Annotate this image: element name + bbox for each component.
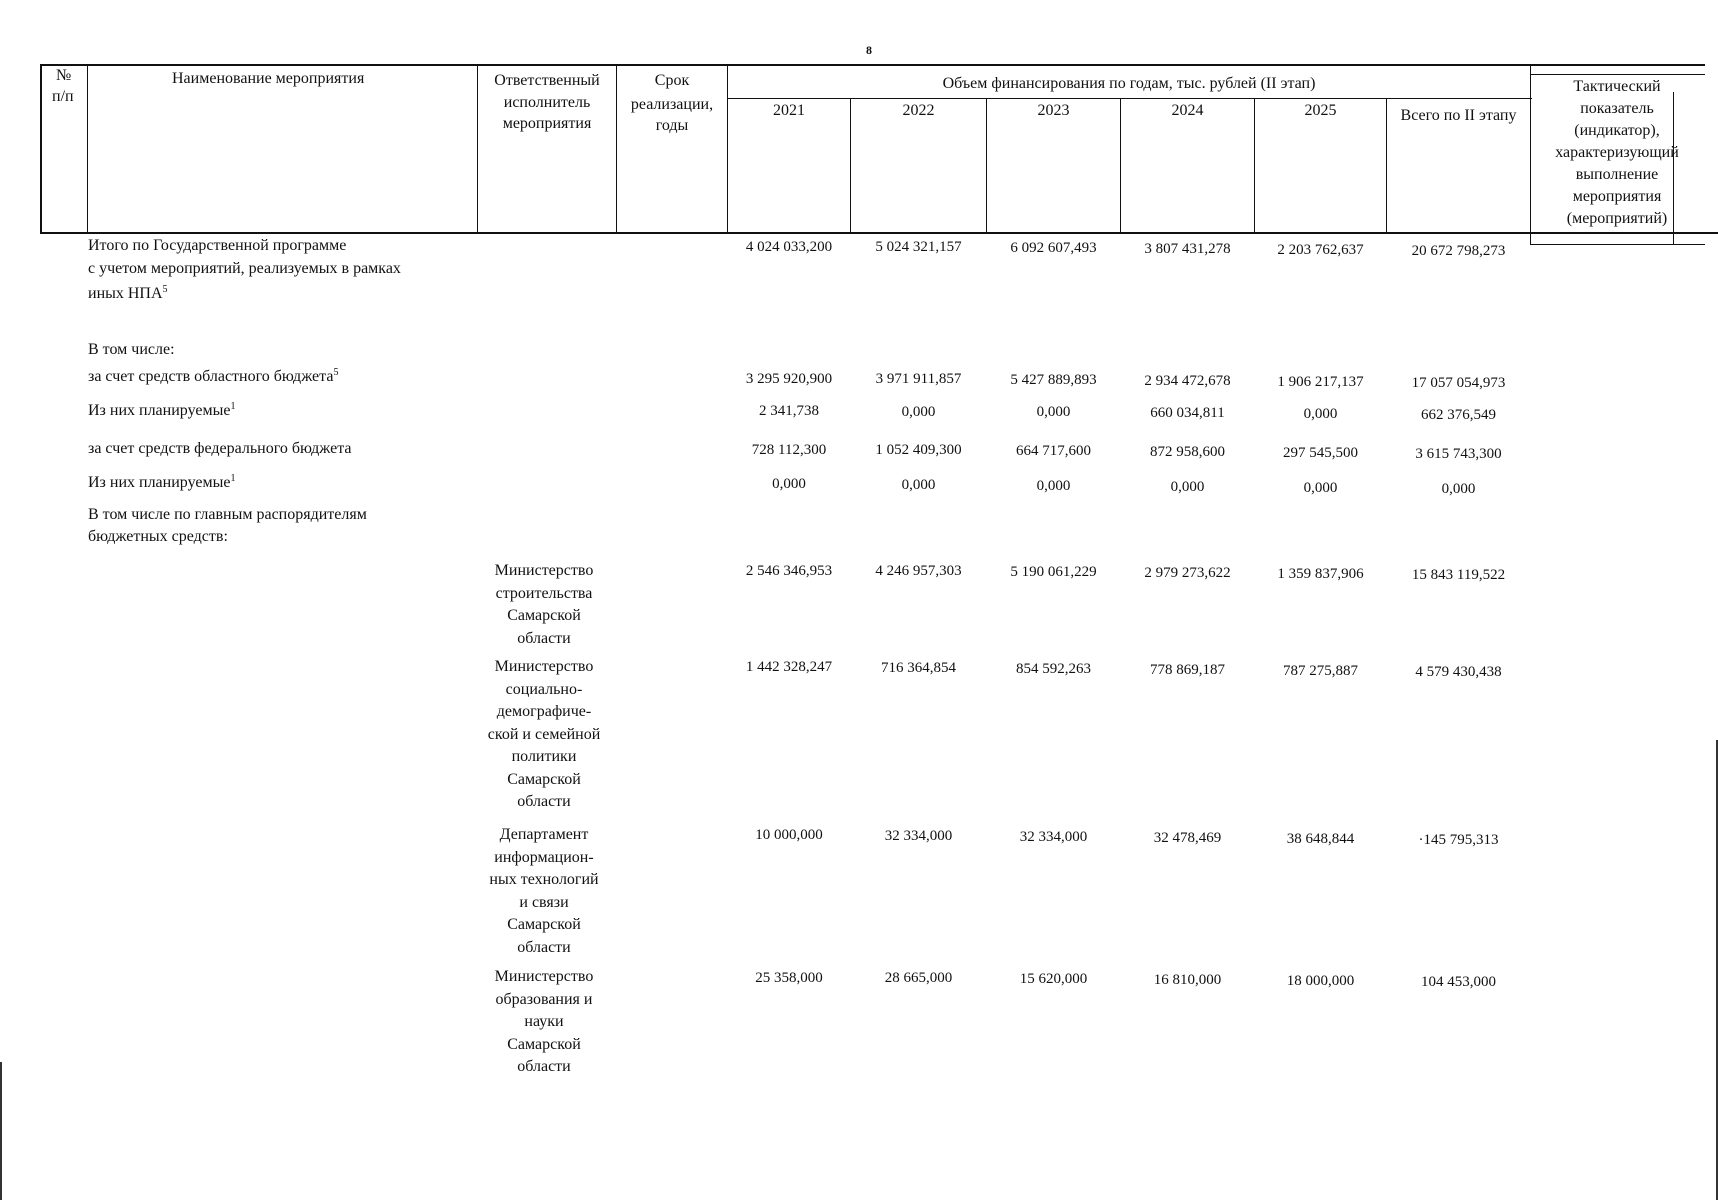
ministry-education-name: Министерство образования и науки Самарской области bbox=[494, 968, 594, 1075]
col-line-0 bbox=[40, 64, 42, 234]
ministry-education-2023: 15 620,000 bbox=[1019, 971, 1088, 987]
row-planned-federal-2023: 0,000 bbox=[1036, 478, 1071, 494]
header-year-2022: 2022 bbox=[902, 102, 935, 119]
row-federal-label: за счет средств федерального бюджета bbox=[88, 440, 352, 457]
header-term-2: реализации, bbox=[630, 96, 714, 113]
years-row-border bbox=[727, 98, 1532, 99]
indicator-top-border bbox=[1530, 74, 1705, 75]
footnote-mark: 5 bbox=[333, 367, 339, 378]
ministry-social-sum: 4 579 430,438 bbox=[1415, 664, 1502, 680]
header-top-border bbox=[40, 64, 1705, 66]
ministry-education-2022: 28 665,000 bbox=[884, 970, 953, 986]
ministry-construction-2021: 2 546 346,953 bbox=[745, 563, 833, 579]
row-regional-2022: 3 971 911,857 bbox=[875, 371, 962, 387]
footnote-mark: 1 bbox=[230, 401, 236, 412]
row-regional-2021: 3 295 920,900 bbox=[745, 371, 833, 387]
header-year-2021: 2021 bbox=[773, 102, 805, 119]
row-planned-regional-sum: 662 376,549 bbox=[1421, 407, 1496, 423]
row-total-2025: 2 203 762,637 bbox=[1277, 242, 1364, 258]
header-indicator-4: характеризующий bbox=[1555, 144, 1679, 161]
row-total-2021: 4 024 033,200 bbox=[745, 239, 833, 255]
ministry-construction-2023: 5 190 061,229 bbox=[1010, 564, 1097, 580]
header-executor-1: Ответственный bbox=[494, 72, 600, 89]
row-planned-regional-2025: 0,000 bbox=[1303, 406, 1338, 422]
ministry-it-2025: 38 648,844 bbox=[1286, 831, 1355, 847]
ministry-social-name: Министерство социально- демографиче- ской и семейной политики Самарской области bbox=[487, 658, 601, 810]
row-regional-sum: 17 057 054,973 bbox=[1411, 375, 1506, 391]
ministry-it-sum: ·145 795,313 bbox=[1418, 832, 1499, 848]
row-planned-regional-2022: 0,000 bbox=[901, 404, 936, 420]
footnote-mark: 1 bbox=[230, 473, 236, 484]
ministry-it-2023: 32 334,000 bbox=[1019, 829, 1088, 845]
row-planned-federal-sum: 0,000 bbox=[1441, 481, 1476, 497]
row-total-label-3: иных НПА$^5$ bbox=[88, 284, 168, 302]
ministry-social-2021: 1 442 328,247 bbox=[745, 659, 833, 675]
row-federal-2021: 728 112,300 bbox=[751, 442, 827, 458]
row-total-2024: 3 807 431,278 bbox=[1144, 241, 1231, 257]
row-federal-2022: 1 052 409,300 bbox=[875, 442, 962, 458]
row-regional-2025: 1 906 217,137 bbox=[1277, 374, 1364, 390]
ministry-it-name: Департамент информацион- ных технологий и связи Самарской области bbox=[489, 826, 599, 956]
row-federal-sum: 3 615 743,300 bbox=[1415, 446, 1502, 462]
header-term-1: Срок bbox=[654, 72, 690, 89]
row-total-2023: 6 092 607,493 bbox=[1010, 240, 1097, 256]
ministry-it-2021: 10 000,000 bbox=[755, 827, 823, 843]
row-planned-federal-2024: 0,000 bbox=[1170, 479, 1205, 495]
ministry-construction-2022: 4 246 957,303 bbox=[875, 563, 962, 579]
header-indicator-6: мероприятия bbox=[1572, 188, 1662, 205]
header-num2: п/п bbox=[52, 88, 74, 105]
row-federal-2024: 872 958,600 bbox=[1150, 444, 1225, 460]
indicator-bottom-border bbox=[1530, 244, 1705, 245]
row-total-label-2: с учетом мероприятий, реализуемых в рамках bbox=[88, 260, 401, 277]
col-line-1 bbox=[87, 64, 88, 234]
row-total-2022: 5 024 321,157 bbox=[875, 239, 962, 255]
header-indicator-2: показатель bbox=[1580, 100, 1654, 117]
header-indicator-5: выполнение bbox=[1575, 166, 1659, 183]
row-planned-regional-label: Из них планируемые$^1$ bbox=[88, 401, 236, 419]
header-executor-3: мероприятия bbox=[502, 115, 592, 132]
header-num: № bbox=[56, 67, 72, 84]
ministry-construction-sum: 15 843 119,522 bbox=[1411, 567, 1506, 583]
row-planned-federal-2022: 0,000 bbox=[901, 477, 936, 493]
page-number: 8 bbox=[866, 43, 872, 57]
ministry-construction-2024: 2 979 273,622 bbox=[1144, 565, 1231, 581]
ministry-social-2024: 778 869,187 bbox=[1150, 662, 1225, 678]
row-by-managers-label-1: В том числе по главным распорядителям bbox=[88, 506, 367, 523]
ministry-social-2023: 854 592,263 bbox=[1016, 661, 1091, 677]
ministry-education-sum: 104 453,000 bbox=[1421, 974, 1496, 990]
row-total-label-1: Итого по Государственной программе bbox=[88, 237, 347, 254]
row-planned-federal-2021: 0,000 bbox=[772, 476, 806, 492]
row-including-label: В том числе: bbox=[88, 341, 175, 358]
row-total-sum: 20 672 798,273 bbox=[1411, 243, 1506, 259]
row-planned-regional-2021: 2 341,738 bbox=[759, 403, 819, 419]
ministry-construction-name: Министерство строительства Самарской области bbox=[494, 562, 594, 647]
scan-edge-left bbox=[0, 1062, 2, 1200]
ministry-education-2024: 16 810,000 bbox=[1153, 972, 1222, 988]
ministry-social-2025: 787 275,887 bbox=[1283, 663, 1358, 679]
header-indicator-7: (мероприятий) bbox=[1566, 210, 1668, 227]
ministry-it-2022: 32 334,000 bbox=[884, 828, 953, 844]
row-planned-regional-2023: 0,000 bbox=[1036, 404, 1071, 420]
row-planned-regional-2024: 660 034,811 bbox=[1150, 405, 1225, 421]
header-year-2024: 2024 bbox=[1171, 102, 1204, 119]
header-funding: Объем финансирования по годам, тыс. рублей (II этап) bbox=[942, 75, 1316, 92]
header-indicator-3: (индикатор), bbox=[1574, 122, 1660, 139]
header-year-2023: 2023 bbox=[1037, 102, 1070, 119]
row-regional-2024: 2 934 472,678 bbox=[1144, 373, 1231, 389]
header-name: Наименование мероприятия bbox=[172, 70, 365, 87]
ministry-education-2021: 25 358,000 bbox=[755, 970, 823, 986]
row-planned-federal-2025: 0,000 bbox=[1303, 480, 1338, 496]
header-bottom-border bbox=[40, 232, 1718, 234]
header-total: Всего по II этапу bbox=[1400, 107, 1517, 124]
row-federal-2023: 664 717,600 bbox=[1016, 443, 1091, 459]
ministry-it-2024: 32 478,469 bbox=[1153, 830, 1222, 846]
ministry-education-2025: 18 000,000 bbox=[1286, 973, 1355, 989]
ministry-construction-2025: 1 359 837,906 bbox=[1277, 566, 1364, 582]
header-indicator-1: Тактический bbox=[1573, 78, 1661, 95]
footnote-mark: 5 bbox=[162, 284, 168, 295]
row-federal-2025: 297 545,500 bbox=[1283, 445, 1358, 461]
header-executor-2: исполнитель bbox=[503, 94, 591, 111]
row-planned-federal-label: Из них планируемые$^1$ bbox=[88, 473, 236, 491]
row-regional-label: за счет средств областного бюджета$^5$ bbox=[88, 367, 339, 385]
row-by-managers-label-2: бюджетных средств: bbox=[88, 528, 228, 545]
ministry-social-2022: 716 364,854 bbox=[881, 660, 956, 676]
row-regional-2023: 5 427 889,893 bbox=[1010, 372, 1097, 388]
header-term-3: годы bbox=[655, 117, 689, 134]
header-year-2025: 2025 bbox=[1304, 102, 1337, 119]
